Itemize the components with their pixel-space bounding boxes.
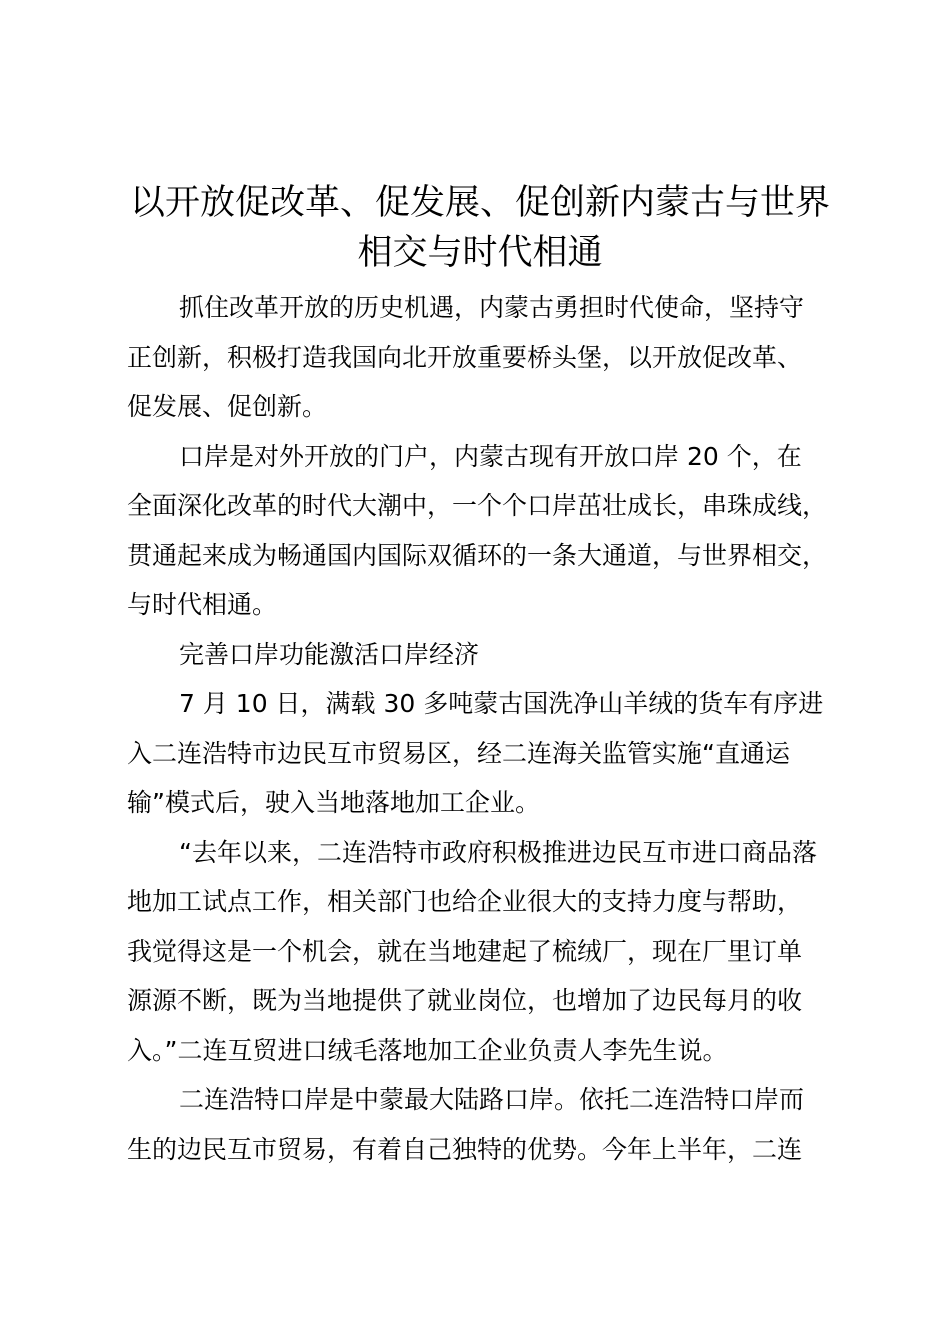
document-title: [90, 178, 870, 278]
text-line: 与时代相通。: [127, 590, 278, 619]
text-line: 入。”二连互贸进口绒毛落地加工企业负责人李先生说。: [127, 1035, 728, 1065]
text-line: 贯通起来成为畅通国内国际双循环的一条大通道，与世界相交，: [127, 540, 828, 570]
text-line: 入二连浩特市边民互市贸易区，经二连海关监管实施“直通运: [127, 738, 790, 768]
title-line-1: 以开放促改革、促发展、促创新内蒙古与世界: [129, 183, 830, 223]
text-line: 二连浩特口岸是中蒙最大陆路口岸。依托二连浩特口岸而: [179, 1085, 805, 1114]
text-line: 7 月 10 日，满载 30 多吨蒙古国洗净山羊绒的货车有序进: [179, 689, 824, 718]
text-line: 生的边民互市贸易，有着自己独特的优势。今年上半年，二连: [127, 1134, 803, 1164]
text-line: 正创新，积极打造我国向北开放重要桥头堡，以开放促改革、: [127, 342, 803, 372]
text-line: 地加工试点工作，相关部门也给企业很大的支持力度与帮助，: [127, 887, 803, 916]
section-heading: 完善口岸功能激活口岸经济: [179, 639, 480, 669]
text-line: 我觉得这是一个机会，就在当地建起了梳绒厂，现在厂里订单: [127, 936, 803, 966]
text-line: 口岸是对外开放的门户，内蒙古现有开放口岸 20 个，在: [179, 441, 802, 471]
title-line-2: 相交与时代相通: [357, 233, 603, 273]
text-line: 全面深化改革的时代大潮中，一个个口岸茁壮成长，串珠成线，: [127, 491, 828, 520]
text-line: 源源不断，既为当地提供了就业岗位，也增加了边民每月的收: [127, 986, 803, 1015]
text-line: 抓住改革开放的历史机遇，内蒙古勇担时代使命，坚持守: [179, 293, 805, 322]
article-body: [127, 283, 857, 1174]
text-line: 促发展、促创新。: [127, 392, 328, 421]
text-line: 输”模式后，驶入当地落地加工企业。: [127, 788, 540, 817]
text-line: “去年以来，二连浩特市政府积极推进边民互市进口商品落: [179, 837, 817, 867]
